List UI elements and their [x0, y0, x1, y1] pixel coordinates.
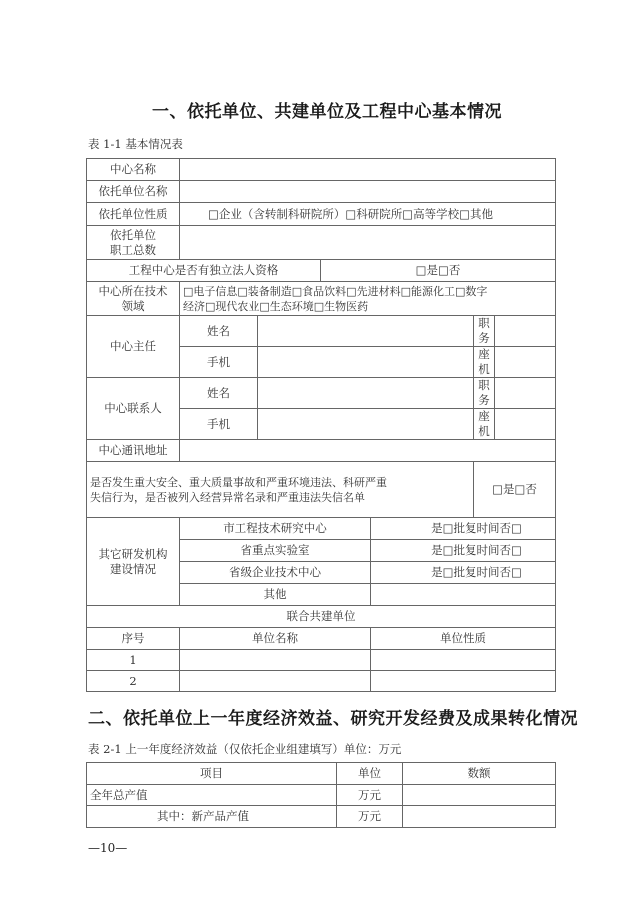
org-provincial-tech-center: 省级企业技术中心 [180, 562, 371, 584]
host-staff-label-line1: 依托单位 [110, 227, 156, 242]
incident-question-line2: 失信行为，是否被列入经营异常名录和严重违法失信名单 [90, 490, 365, 504]
host-unit-name-field[interactable] [180, 181, 556, 203]
host-unit-name-label: 依托单位名称 [87, 181, 180, 203]
host-staff-label-line2: 职工总数 [110, 242, 156, 257]
section1-heading: 一、依托单位、共建单位及工程中心基本情况 [152, 102, 502, 122]
row-new-product-unit: 万元 [337, 806, 403, 828]
economic-benefit-table [86, 762, 556, 828]
tech-field-options-line2: 经济□现代农业□生态环境□生物医药 [183, 299, 369, 313]
host-staff-field[interactable] [180, 226, 556, 260]
org-city-eng-center: 市工程技术研究中心 [180, 518, 371, 540]
director-landline-label: 座机 [474, 347, 495, 378]
org-provincial-lab-status[interactable]: 是□批复时间否□ [371, 540, 556, 562]
co-builders-row2-seq: 2 [87, 671, 180, 692]
address-label: 中心通讯地址 [87, 440, 180, 462]
co-builders-nature-header: 单位性质 [371, 628, 556, 650]
contact-landline-label: 座机 [474, 409, 495, 440]
contact-mobile-field[interactable] [258, 409, 474, 440]
director-mobile-field[interactable] [258, 347, 474, 378]
org-city-eng-center-status[interactable]: 是□批复时间否□ [371, 518, 556, 540]
tech-field-label-line1: 中心所在技术 [98, 283, 168, 298]
org-provincial-tech-center-status[interactable]: 是□批复时间否□ [371, 562, 556, 584]
contact-position-field[interactable] [495, 378, 556, 409]
row-total-output-item: 全年总产值 [87, 785, 337, 806]
tech-field-label-line2: 领域 [121, 298, 145, 313]
co-builders-seq-header: 序号 [87, 628, 180, 650]
page-number: —10— [88, 841, 128, 855]
director-name-field[interactable] [258, 316, 474, 347]
incident-options[interactable]: □是□否 [474, 462, 556, 518]
legal-entity-options[interactable]: □是□否 [321, 260, 556, 282]
other-orgs-label-line2: 建设情况 [110, 561, 156, 576]
co-builders-row2-name[interactable] [180, 671, 371, 692]
tech-field-options[interactable] [180, 282, 556, 316]
row-total-output-unit: 万元 [337, 785, 403, 806]
table2-caption: 表 2-1 上一年度经济效益（仅依托企业组建填写）单位：万元 [88, 742, 402, 756]
contact-position-label: 职务 [474, 378, 495, 409]
center-name-field[interactable] [180, 159, 556, 181]
director-position-field[interactable] [495, 316, 556, 347]
legal-entity-question: 工程中心是否有独立法人资格 [87, 260, 321, 282]
center-name-label: 中心名称 [87, 159, 180, 181]
tech-field-label [87, 282, 180, 316]
director-name-label: 姓名 [180, 316, 258, 347]
contact-label: 中心联系人 [87, 378, 180, 440]
org-provincial-lab: 省重点实验室 [180, 540, 371, 562]
incident-question-line1: 是否发生重大安全、重大质量事故和严重环境违法、科研严重 [90, 475, 387, 489]
host-unit-nature-label: 依托单位性质 [87, 203, 180, 226]
other-orgs-label-line1: 其它研发机构 [98, 546, 168, 561]
contact-landline-field[interactable] [495, 409, 556, 440]
row-total-output-amount[interactable] [403, 785, 556, 806]
director-position-label: 职务 [474, 316, 495, 347]
director-mobile-label: 手机 [180, 347, 258, 378]
other-orgs-label [87, 518, 180, 606]
row-new-product-item: 其中：新产品产值 [87, 806, 337, 828]
header-unit: 单位 [337, 763, 403, 785]
contact-name-field[interactable] [258, 378, 474, 409]
header-item: 项目 [87, 763, 337, 785]
co-builders-row1-seq: 1 [87, 650, 180, 671]
header-amount: 数额 [403, 763, 556, 785]
host-unit-nature-options[interactable]: □企业（含转制科研院所）□科研院所□高等学校□其他 [180, 203, 556, 226]
director-landline-field[interactable] [495, 347, 556, 378]
tech-field-options-line1: □电子信息□装备制造□食品饮料□先进材料□能源化工□数字 [183, 284, 488, 298]
org-other-field[interactable] [371, 584, 556, 606]
co-builders-name-header: 单位名称 [180, 628, 371, 650]
contact-name-label: 姓名 [180, 378, 258, 409]
address-field[interactable] [180, 440, 556, 462]
incident-question [87, 462, 474, 518]
co-builders-heading: 联合共建单位 [87, 606, 556, 628]
director-label: 中心主任 [87, 316, 180, 378]
org-other: 其他 [180, 584, 371, 606]
co-builders-row2-nature[interactable] [371, 671, 556, 692]
host-staff-label [87, 226, 180, 260]
table1-caption: 表 1-1 基本情况表 [88, 137, 183, 151]
section2-heading: 二、依托单位上一年度经济效益、研究开发经费及成果转化情况 [88, 709, 578, 729]
co-builders-row1-name[interactable] [180, 650, 371, 671]
basic-info-table [86, 158, 556, 692]
row-new-product-amount[interactable] [403, 806, 556, 828]
contact-mobile-label: 手机 [180, 409, 258, 440]
co-builders-row1-nature[interactable] [371, 650, 556, 671]
